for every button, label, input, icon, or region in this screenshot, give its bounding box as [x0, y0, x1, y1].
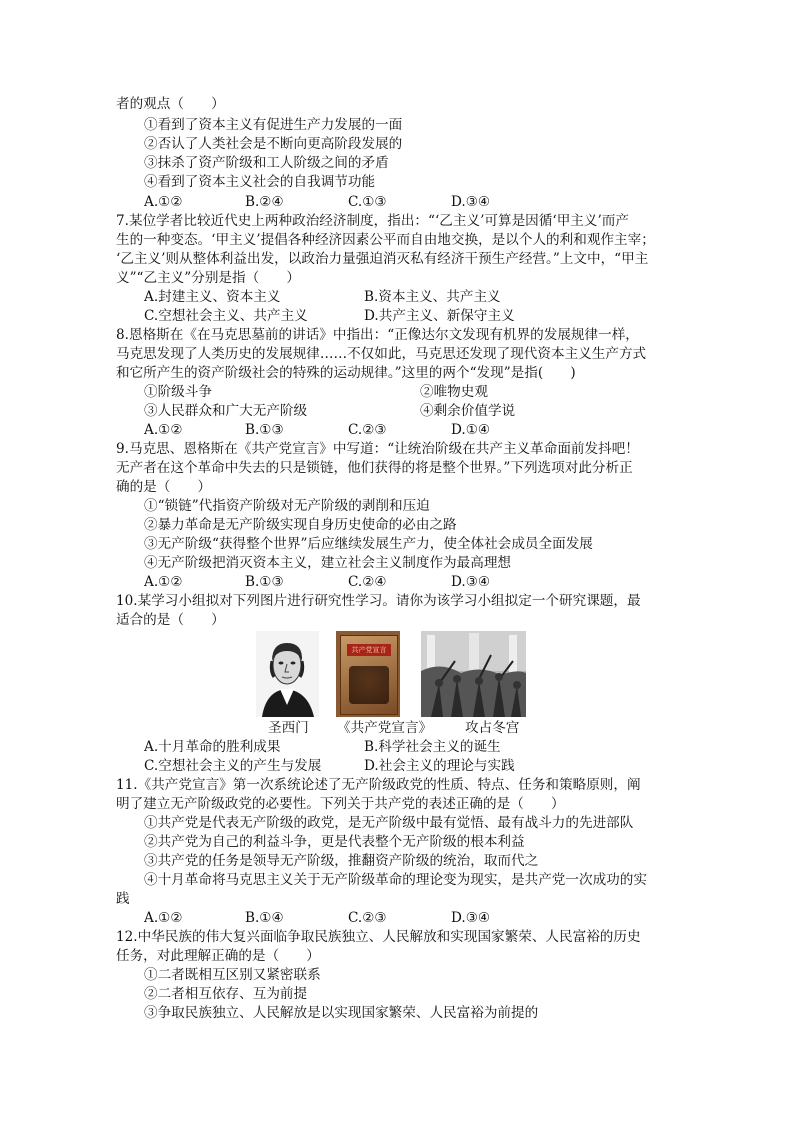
q8-item: ①阶级斗争	[144, 384, 212, 400]
q6-option-c: C.①③	[348, 194, 387, 210]
q6-item: ①看到了资本主义有促进生产力发展的一面	[144, 117, 403, 133]
q12-stem-line: 任务，对此理解正确的是（ ）	[116, 948, 320, 964]
q7-stem-line: 义”“乙主义”分别是指（ ）	[116, 270, 300, 286]
q6-options	[144, 193, 564, 211]
q8-stem-line: 马克思发现了人类历史的发展规律……不仅如此，马克思还发现了现代资本主义生产方式	[116, 346, 647, 362]
caption-manifesto: 《共产党宣言》	[337, 720, 433, 736]
q9-options	[144, 573, 564, 591]
q9-item: ④无产阶级把消灭资本主义，建立社会主义制度作为最高理想	[144, 555, 512, 571]
q9-stem-line: 无产者在这个革命中失去的只是锁链，他们获得的将是整个世界。”下列选项对此分析正	[116, 460, 633, 476]
q11-option-b: B.①④	[245, 910, 284, 926]
book-title-label: 共产党宣言	[347, 644, 391, 656]
q6-stem-tail: 者的观点（ ）	[116, 96, 225, 112]
q9-stem-line: 确的是（ ）	[116, 479, 212, 495]
q8-item: ②唯物史观	[420, 384, 488, 400]
q8-stem-line: 和它所产生的资产阶级社会的特殊的运动规律。”这里的两个“发现”是指( )	[116, 365, 576, 381]
q11-option-a: A.①②	[144, 910, 183, 926]
q10-option-d: D.社会主义的理论与实践	[364, 758, 515, 774]
q10-option-c: C.空想社会主义的产生与发展	[144, 758, 322, 774]
q8-option-b: B.①③	[245, 422, 284, 438]
q9-item: ①“锁链”代指资产阶级对无产阶级的剥削和压迫	[144, 498, 430, 514]
q8-item: ③人民群众和广大无产阶级	[144, 403, 308, 419]
q10-stem-line: 适合的是（ ）	[116, 612, 225, 628]
q7-options-row2	[144, 307, 564, 325]
q10-options-row1	[144, 738, 564, 756]
q11-stem-line: 明了建立无产阶级政党的必要性。下列关于共产党的表述正确的是（ ）	[116, 796, 565, 812]
q11-item: ①共产党是代表无产阶级的政党，是无产阶级中最有觉悟、最有战斗力的先进部队	[144, 815, 634, 831]
q7-stem-line: 生的一种变态。‘甲主义’提倡各种经济因素公平而自由地交换，是以个人的利和观作主宰；	[116, 232, 655, 248]
q10-option-a: A.十月革命的胜利成果	[144, 739, 281, 755]
q12-item: ①二者既相互区别又紧密联系	[144, 967, 321, 983]
q8-items-row1	[144, 383, 564, 401]
q11-options	[144, 909, 564, 927]
q11-option-c: C.②③	[348, 910, 387, 926]
q9-item: ③无产阶级“获得整个世界”后应继续发展生产力，使全体社会成员全面发展	[144, 536, 593, 552]
q7-stem-line: 7.某位学者比较近代史上两种政治经济制度，指出：“‘乙主义’可算是因循‘甲主义’而产	[116, 213, 629, 229]
book-illustration	[349, 666, 389, 704]
q8-item: ④剩余价值学说	[420, 403, 516, 419]
q8-items-row2	[144, 402, 564, 420]
caption-winter-palace: 攻占冬宫	[465, 720, 520, 736]
q12-stem-line: 12.中华民族的伟大复兴面临争取民族独立、人民解放和实现国家繁荣、人民富裕的历史	[116, 929, 641, 945]
q9-option-d: D.③④	[451, 574, 491, 590]
caption-saint-simon: 圣西门	[268, 720, 309, 736]
q6-item: ④看到了资本主义社会的自我调节功能	[144, 174, 376, 190]
q11-item: ②共产党为自己的利益斗争，更是代表整个无产阶级的根本利益	[144, 834, 525, 850]
q11-item-continuation: 践	[116, 891, 130, 907]
q12-item: ②二者相互依存、互为前提	[144, 986, 308, 1002]
q11-option-d: D.③④	[451, 910, 491, 926]
q10-option-b: B.科学社会主义的诞生	[364, 739, 501, 755]
q6-option-a: A.①②	[144, 194, 183, 210]
q7-option-b: B.资本主义、共产主义	[364, 289, 501, 305]
q7-stem-line: ‘乙主义’则从整体利益出发，以政治力量强迫消灭私有经济干预生产经营。”上文中，“甲主	[116, 251, 649, 267]
q9-option-b: B.①③	[245, 574, 284, 590]
storming-drawing	[421, 631, 526, 717]
q8-option-a: A.①②	[144, 422, 183, 438]
q6-item: ②否认了人类社会是不断向更高阶段发展的	[144, 136, 403, 152]
q6-option-d: D.③④	[451, 194, 491, 210]
winter-palace-storming-image	[421, 631, 526, 717]
saint-simon-portrait-image	[256, 631, 319, 717]
q6-option-b: B.②④	[245, 194, 284, 210]
q10-stem-line: 10.某学习小组拟对下列图片进行研究性学习。请你为该学习小组拟定一个研究课题，最	[116, 593, 641, 609]
q8-stem-line: 8.恩格斯在《在马克思墓前的讲话》中指出：“正像达尔文发现有机界的发展规律一样，	[116, 327, 639, 343]
q11-item: ③共产党的任务是领导无产阶级，推翻资产阶级的统治，取而代之	[144, 853, 539, 869]
manifesto-book-cover-image	[336, 631, 400, 717]
q11-item: ④十月革命将马克思主义关于无产阶级革命的理论变为现实，是共产党一次成功的实	[144, 872, 647, 888]
portrait-drawing	[256, 631, 319, 717]
book-cover	[340, 635, 398, 715]
q7-option-d: D.共产主义、新保守主义	[364, 308, 515, 324]
q9-option-a: A.①②	[144, 574, 183, 590]
q8-option-d: D.①④	[451, 422, 491, 438]
q9-option-c: C.②④	[348, 574, 387, 590]
q7-option-a: A.封建主义、资本主义	[144, 289, 281, 305]
q8-option-c: C.②③	[348, 422, 387, 438]
q11-stem-line: 11.《共产党宣言》第一次系统论述了无产阶级政党的性质、特点、任务和策略原则，阐	[116, 777, 641, 793]
q9-stem-line: 9.马克思、恩格斯在《共产党宣言》中写道：“让统治阶级在共产主义革命面前发抖吧！	[116, 441, 639, 457]
q12-item: ③争取民族独立、人民解放是以实现国家繁荣、人民富裕为前提的	[144, 1005, 539, 1021]
q10-options-row2	[144, 757, 564, 775]
q7-options-row1	[144, 288, 564, 306]
q7-option-c: C.空想社会主义、共产主义	[144, 308, 308, 324]
q6-item: ③抹杀了资产阶级和工人阶级之间的矛盾	[144, 155, 389, 171]
q8-options	[144, 421, 564, 439]
q9-item: ②暴力革命是无产阶级实现自身历史使命的必由之路	[144, 517, 457, 533]
